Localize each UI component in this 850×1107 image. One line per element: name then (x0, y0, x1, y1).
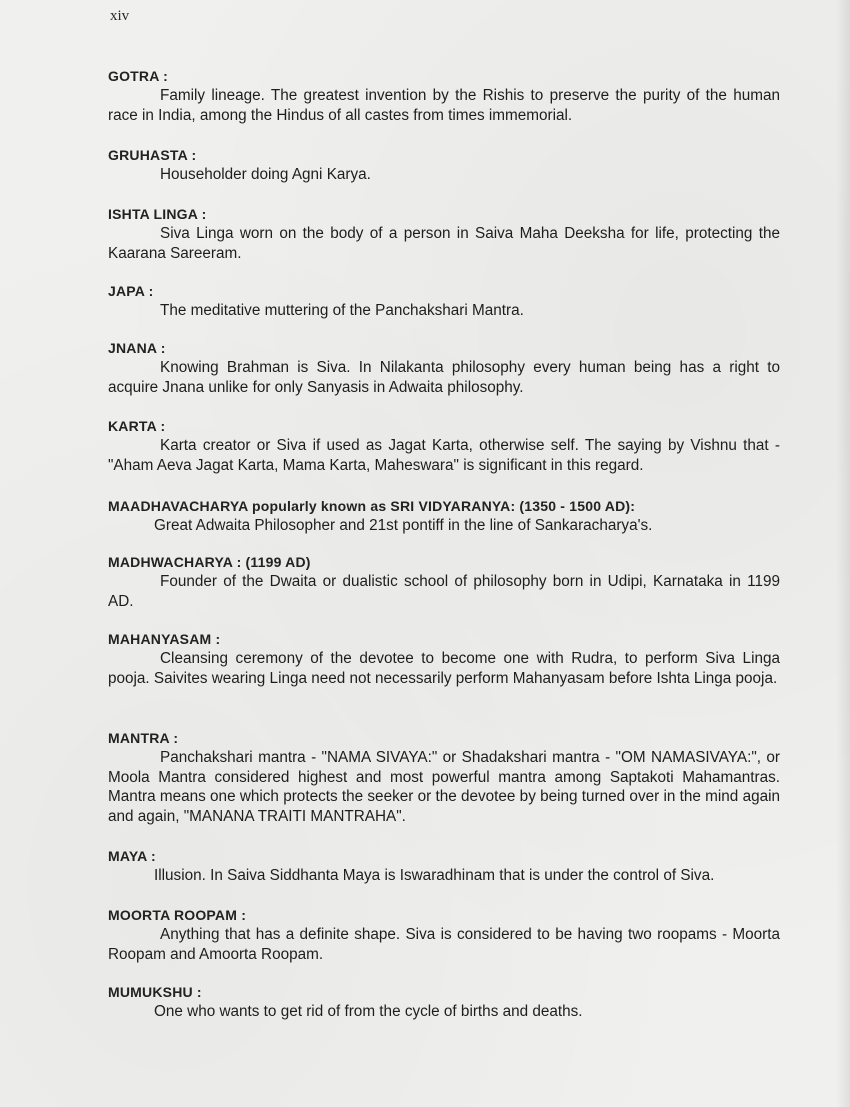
glossary-entry-madhwacharya (108, 553, 780, 611)
glossary-entry-mahanyasam (108, 630, 780, 688)
entry-term: MAADHAVACHARYA popularly known as SRI VIDYARANYA: (1350 - 1500 AD): (108, 498, 636, 514)
entry-term: MAYA : (108, 848, 156, 864)
entry-term: MOORTA ROOPAM : (108, 907, 247, 923)
entry-term: JNANA : (108, 340, 166, 356)
entry-term: GOTRA : (108, 68, 168, 84)
glossary-entry-maya (108, 847, 780, 886)
entry-term: MUMUKSHU : (108, 984, 202, 1000)
page-edge-shadow (836, 0, 850, 1107)
glossary-entry-gruhasta (108, 146, 780, 185)
entry-definition: Founder of the Dwaita or dualistic school of philosophy born in Udipi, Karnataka in 1199 AD. (108, 573, 780, 610)
entry-definition: The meditative muttering of the Panchakshari Mantra. (160, 302, 524, 319)
entry-term: KARTA : (108, 418, 166, 434)
entry-term: MADHWACHARYA : (1199 AD) (108, 554, 311, 570)
glossary-entry-japa (108, 282, 780, 321)
glossary-entry-moorta-roopam (108, 906, 780, 964)
glossary-entry-maadhavacharya (108, 497, 780, 536)
entry-definition: Great Adwaita Philosopher and 21st pontiff in the line of Sankaracharya's. (154, 517, 653, 534)
entry-term: MANTRA : (108, 730, 179, 746)
glossary-entry-gotra (108, 67, 780, 125)
glossary-entry-mantra (108, 729, 780, 826)
entry-term: MAHANYASAM : (108, 631, 221, 647)
entry-definition: Cleansing ceremony of the devotee to become one with Rudra, to perform Siva Linga pooja. Saivites wearing Linga need not necessarily perform Mahanyasam before Ishta Linga pooja. (108, 650, 780, 687)
entry-definition: Illusion. In Saiva Siddhanta Maya is Iswaradhinam that is under the control of Siva. (154, 867, 715, 884)
glossary-entry-ishta-linga (108, 205, 780, 263)
glossary-entry-mumukshu (108, 983, 780, 1022)
entry-definition: Family lineage. The greatest invention by the Rishis to preserve the purity of the human race in India, among the Hindus of all castes from times immemorial. (108, 87, 780, 124)
entry-definition: One who wants to get rid of from the cycle of births and deaths. (154, 1003, 583, 1020)
entry-definition: Siva Linga worn on the body of a person in Saiva Maha Deeksha for life, protecting the Kaarana Sareeram. (108, 225, 780, 262)
entry-definition: Karta creator or Siva if used as Jagat Karta, otherwise self. The saying by Vishnu that - "Aham Aeva Jagat Karta, Mama Karta, Maheswara" is significant in this regard. (108, 437, 780, 474)
glossary-entry-karta (108, 417, 780, 475)
entry-term: GRUHASTA : (108, 147, 197, 163)
entry-definition: Anything that has a definite shape. Siva is considered to be having two roopams - Moorta Roopam and Amoorta Roopam. (108, 926, 780, 963)
entry-term: JAPA : (108, 283, 154, 299)
page-number: xiv (110, 8, 130, 24)
entry-term: ISHTA LINGA : (108, 206, 207, 222)
entry-definition: Householder doing Agni Karya. (160, 166, 371, 183)
entry-definition: Knowing Brahman is Siva. In Nilakanta philosophy every human being has a right to acquire Jnana unlike for only Sanyasis in Adwaita philosophy. (108, 359, 780, 396)
glossary-entry-jnana (108, 339, 780, 397)
entry-definition: Panchakshari mantra - "NAMA SIVAYA:" or Shadakshari mantra - "OM NAMASIVAYA:", or Moola Mantra considered highest and most powerful mantra among Saptakoti Mahamantras. Mantra means one which protects the seeker or the devotee by being turned over in the mind again and again, "MANANA TRAITI MANTRAHA". (108, 749, 780, 825)
